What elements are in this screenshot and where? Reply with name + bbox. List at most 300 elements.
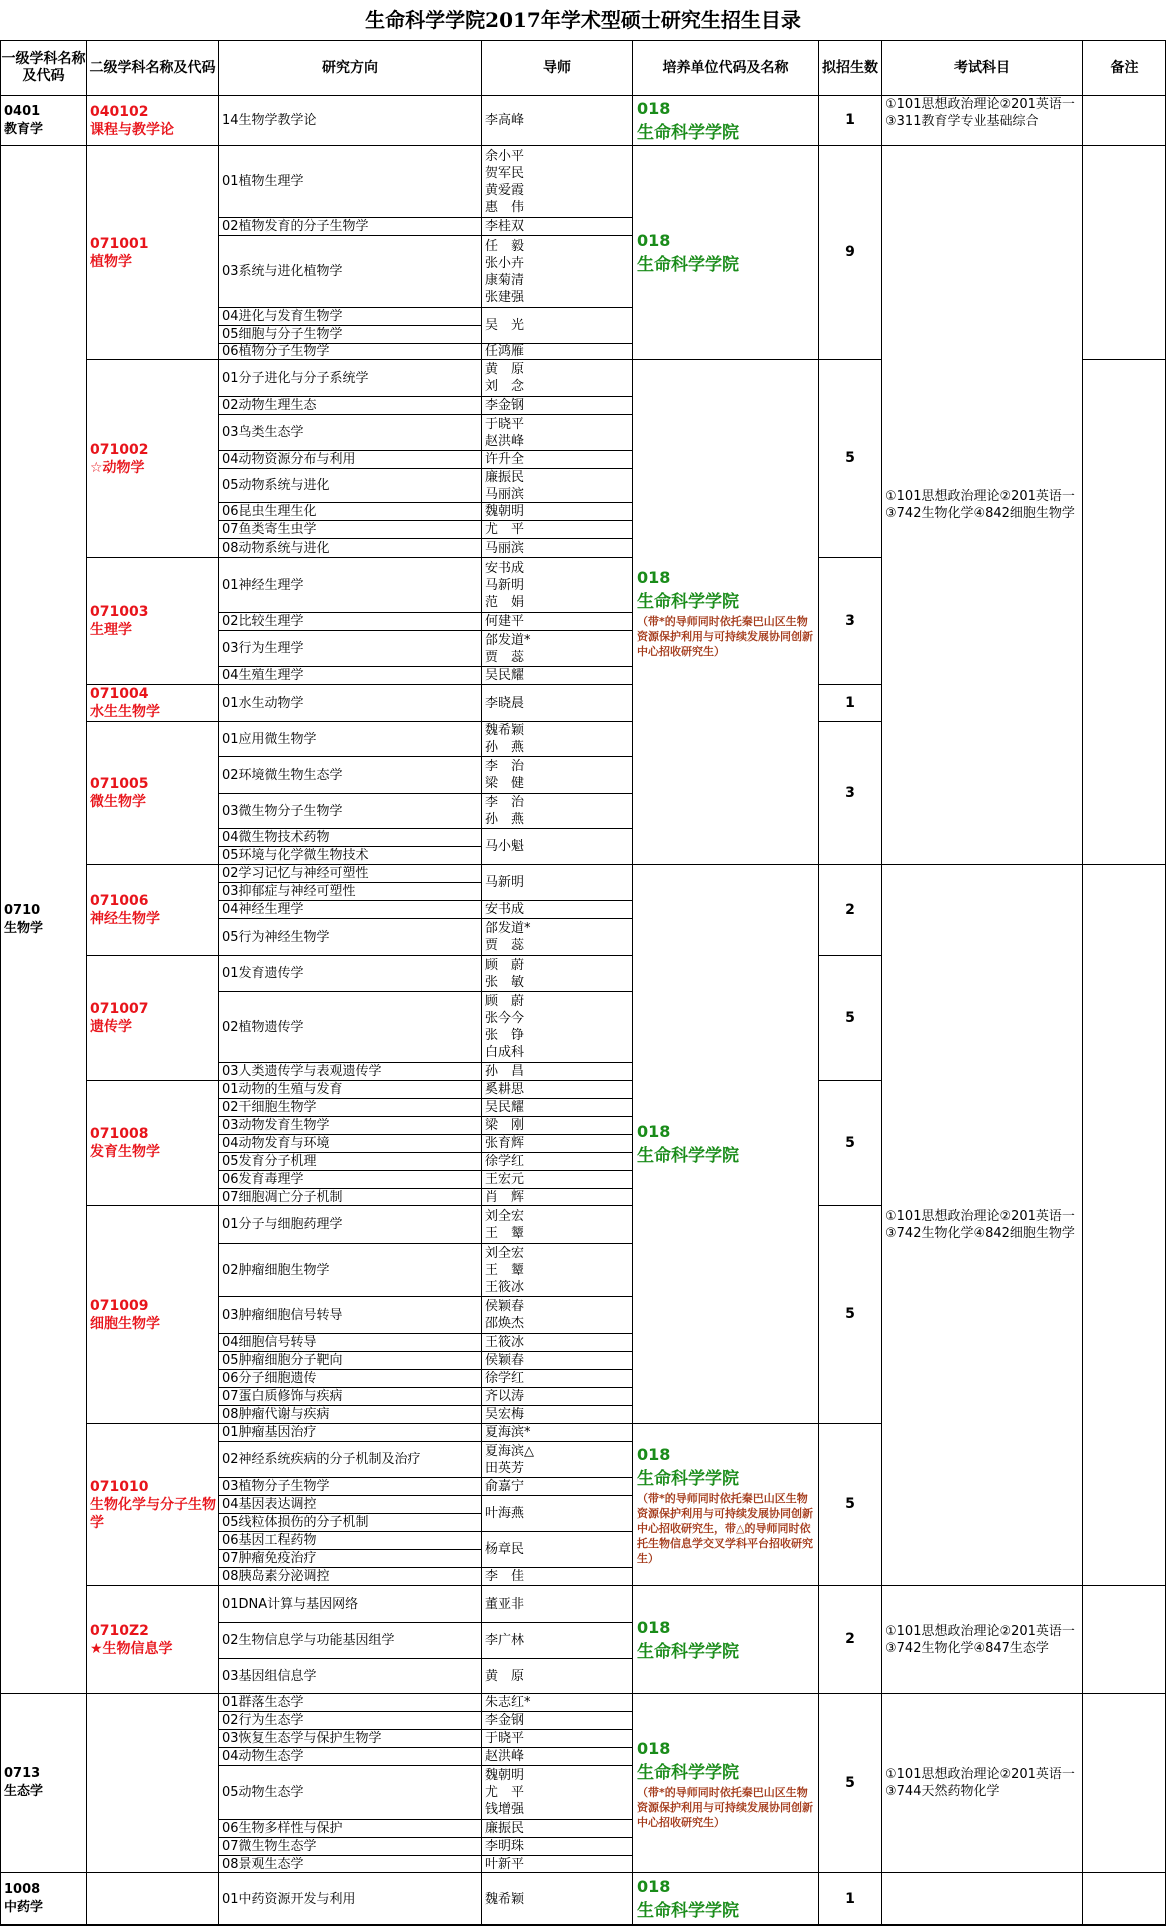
unit-name: 生命科学学院 [637,591,739,612]
supervisor-names: 赵洪峰 [485,1749,525,1764]
research-direction [219,1189,481,1205]
supervisor [482,218,632,235]
research-direction-label: 03基因组信息学 [222,1668,317,1684]
secondary-name: 课程与教学论 [90,121,174,138]
research-direction-label: 07鱼类寄生虫学 [222,522,317,537]
column-header-label: 导师 [543,59,571,76]
research-direction [219,956,481,991]
training-unit [633,1873,818,1925]
research-direction-label: 02植物遗传学 [222,1019,304,1035]
column-header-label: 研究方向 [322,59,378,76]
secondary-discipline [87,360,218,557]
research-direction-label: 02行为生态学 [222,1713,304,1728]
unit-name: 生命科学学院 [637,1469,739,1489]
research-direction [219,1135,481,1152]
research-direction-label: 01肿瘤基因治疗 [222,1425,317,1440]
supervisor-names: 安书成 马新明 范 娟 [485,560,525,610]
supervisor [482,1135,632,1152]
supervisor-names: 于晓平 [485,1731,525,1746]
supervisor-names: 徐学红 [485,1371,525,1386]
supervisor [482,558,632,612]
enrollment-count: 5 [845,1134,855,1151]
research-direction-label: 02学习记忆与神经可塑性 [222,866,369,881]
enrollment-count: 9 [845,244,855,260]
research-direction [219,722,481,756]
primary-discipline [1,1694,86,1872]
supervisor-names: 李广林 [485,1633,525,1648]
supervisor [482,631,632,666]
research-direction [219,360,481,396]
exam-subjects [882,146,1082,864]
supervisor-names: 王筱冰 [485,1335,525,1350]
research-direction-label: 03抑郁症与神经可塑性 [222,884,356,899]
supervisor [482,1081,632,1098]
supervisor-names: 刘全宏 王 颦 王筱冰 [485,1245,525,1295]
supervisor-names: 侯颖春 [485,1353,525,1368]
secondary-name: 生物化学与分子生物学 [90,1496,216,1531]
research-direction-label: 06生物多样性与保护 [222,1821,343,1836]
secondary-code: 071006 [90,893,149,909]
supervisor [482,1659,632,1693]
supervisor-names: 吴 光 [485,318,525,333]
supervisor [482,1730,632,1747]
research-direction [219,667,481,684]
research-direction-label: 05动物系统与进化 [222,478,330,493]
unit-note: （带*的导师同时依托秦巴山区生物资源保护利用与可持续发展协同创新中心招收研究生） [637,614,813,658]
supervisor [482,360,632,396]
research-direction [219,397,481,414]
supervisor [482,1532,632,1567]
secondary-name: 细胞生物学 [90,1315,160,1332]
supervisor-names: 李 治 孙 燕 [485,795,525,827]
unit-name: 生命科学学院 [637,1146,739,1166]
supervisor [482,1586,632,1622]
column-header [633,41,818,95]
supervisor [482,451,632,468]
secondary-code: 071010 [90,1478,149,1495]
research-direction-label: 05肿瘤细胞分子靶向 [222,1353,343,1368]
research-direction [219,1063,481,1080]
planned-enrollment [819,1586,881,1693]
research-direction-label: 02动物生理生态 [222,398,317,413]
supervisor-names: 吴宏梅 [485,1407,525,1422]
research-direction-label: 04动物发育与环境 [222,1136,330,1151]
training-unit [633,865,818,1423]
secondary-code: 071003 [90,604,149,620]
page-title: 生命科学学院2017年学术型硕士研究生招生目录 [365,8,801,32]
supervisor-names: 李 治 梁 健 [485,759,525,791]
enrollment-count: 5 [845,1774,855,1791]
primary-discipline [1,1873,86,1925]
supervisor [482,1406,632,1423]
exam-subjects [882,1586,1082,1693]
secondary-discipline [87,96,218,145]
research-direction-label: 03鸟类生态学 [222,425,304,440]
research-direction-label: 03行为生理学 [222,641,304,656]
research-direction [219,1244,481,1296]
secondary-name: 植物学 [90,253,132,270]
research-direction [219,1514,481,1531]
secondary-discipline-text [90,892,160,928]
research-direction [219,1081,481,1098]
unit-name: 生命科学学院 [637,122,739,143]
supervisor [482,1766,632,1819]
research-direction-label: 01发育遗传学 [222,966,304,981]
unit-name: 生命科学学院 [637,1901,739,1921]
supervisor [482,236,632,307]
supervisor [482,667,632,684]
exam-subjects-text: ①101思想政治理论②201英语一③311教育学专业基础综合 [885,97,1075,129]
supervisor [482,1442,632,1477]
supervisor-names: 魏希颖 孙 燕 [485,723,525,755]
secondary-name: ☆动物学 [90,459,145,476]
supervisor [482,757,632,793]
supervisor-names: 张育辉 [485,1136,525,1151]
supervisor [482,415,632,450]
research-direction-label: 05动物生态学 [222,1785,304,1800]
primary-code: 0401 [4,103,41,119]
secondary-code: 071004 [90,686,149,702]
primary-discipline-text [4,103,43,139]
column-header [819,41,881,95]
exam-subjects [882,1873,1082,1925]
supervisor-names: 李明珠 [485,1839,525,1854]
primary-name: 生态学 [4,1784,44,1799]
research-direction-label: 01DNA计算与基因网络 [222,1596,359,1612]
supervisor [482,1838,632,1855]
research-direction [219,1856,481,1872]
supervisor [482,1297,632,1333]
supervisor [482,96,632,145]
supervisor [482,308,632,343]
supervisor [482,397,632,414]
supervisor-names: 尤 平 [485,522,525,537]
supervisor [482,521,632,538]
enrollment-count: 5 [845,450,855,466]
supervisor-names: 叶新平 [485,1856,525,1872]
secondary-discipline [87,685,218,721]
supervisor-names: 刘全宏 王 颦 [485,1208,525,1241]
research-direction-label: 04动物资源分布与利用 [222,452,356,467]
research-direction [219,901,481,918]
supervisor-names: 李桂双 [485,219,525,234]
research-direction [219,1388,481,1405]
research-direction-label: 04细胞信号转导 [222,1335,317,1350]
research-direction [219,1730,481,1747]
research-direction-label: 03系统与进化植物学 [222,264,343,279]
research-direction-label: 01神经生理学 [222,577,304,593]
research-direction [219,1838,481,1855]
research-direction [219,1568,481,1585]
supervisor [482,1820,632,1837]
research-direction [219,308,481,325]
research-direction [219,1424,481,1441]
supervisor-names: 李 佳 [485,1569,525,1584]
supervisor [482,344,632,359]
research-direction [219,1297,481,1333]
supervisor-names: 何建平 [485,614,525,629]
primary-discipline-text [4,1765,43,1801]
supervisor [482,539,632,557]
unit-code: 018 [637,1445,671,1464]
supervisor [482,503,632,520]
research-direction-label: 04生殖生理学 [222,668,304,683]
supervisor-names: 董亚非 [485,1596,525,1612]
research-direction-label: 03恢复生态学与保护生物学 [222,1731,382,1746]
research-direction [219,1623,481,1658]
supervisor-names: 许升全 [485,452,525,467]
planned-enrollment [819,146,881,359]
research-direction [219,1171,481,1188]
supervisor-names: 肖 辉 [485,1189,525,1205]
unit-code: 018 [637,230,671,250]
unit-code: 018 [637,1122,671,1141]
research-direction-label: 07蛋白质修饰与疾病 [222,1389,343,1404]
secondary-code: 071002 [90,441,149,458]
supervisor [482,1099,632,1116]
column-header-label: 考试科目 [954,59,1010,76]
secondary-discipline-text [90,103,174,139]
research-direction [219,1370,481,1387]
research-direction-label: 01分子进化与分子系统学 [222,370,369,386]
research-direction [219,919,481,955]
research-direction [219,218,481,235]
supervisor-names: 黄 原 刘 念 [485,362,525,394]
supervisor-names: 马新明 [485,875,525,890]
supervisor-names: 安书成 [485,902,525,917]
secondary-discipline-text [90,1478,218,1532]
supervisor [482,1063,632,1080]
supervisor-names: 朱志红* [485,1695,531,1710]
exam-subjects-text: ①101思想政治理论②201英语一③742生物化学④847生态学 [885,1623,1075,1656]
research-direction-label: 01动物的生殖与发育 [222,1082,343,1097]
column-header [882,41,1082,95]
planned-enrollment [819,96,881,145]
supervisor-names: 马小魁 [485,839,525,854]
primary-discipline [1,96,86,145]
research-direction [219,344,481,359]
planned-enrollment [819,1873,881,1925]
research-direction-label: 05线粒体损伤的分子机制 [222,1515,369,1530]
secondary-discipline [87,865,218,955]
research-direction [219,847,481,864]
supervisor-names: 夏海滨* [485,1425,531,1440]
research-direction-label: 08肿瘤代谢与疾病 [222,1407,330,1422]
secondary-discipline-text [90,775,148,811]
supervisor [482,1873,632,1925]
research-direction-label: 08动物系统与进化 [222,540,330,556]
secondary-code: 0710Z2 [90,1622,149,1639]
research-direction-label: 01水生动物学 [222,695,304,711]
supervisor [482,829,632,864]
research-direction-label: 04微生物技术药物 [222,830,330,845]
planned-enrollment [819,722,881,864]
planned-enrollment [819,685,881,721]
supervisor-names: 顾 蔚 张 敏 [485,957,525,990]
research-direction-label: 08景观生态学 [222,1856,304,1872]
research-direction-label: 03动物发育生物学 [222,1118,330,1133]
research-direction [219,1117,481,1134]
research-direction-label: 07肿瘤免疫治疗 [222,1551,317,1566]
planned-enrollment [819,865,881,955]
research-direction [219,558,481,612]
supervisor-names: 徐学红 [485,1154,525,1169]
research-direction [219,829,481,846]
secondary-discipline [87,722,218,864]
research-direction [219,539,481,557]
secondary-name: 发育生物学 [90,1144,160,1160]
research-direction [219,1694,481,1711]
secondary-code: 071005 [90,776,149,792]
research-direction-label: 04进化与发育生物学 [222,309,343,324]
research-direction [219,883,481,900]
research-direction-label: 05细胞与分子生物学 [222,327,343,342]
supervisor-names: 魏朝明 [485,504,525,519]
enrollment-count: 1 [845,1890,855,1907]
secondary-discipline-text [90,441,148,477]
research-direction [219,415,481,450]
remarks [1083,146,1166,359]
supervisor [482,1153,632,1170]
remarks [1083,1586,1166,1693]
training-unit [633,146,818,359]
research-direction [219,1712,481,1729]
research-direction-label: 01中药资源开发与利用 [222,1891,356,1907]
supervisor-names: 任鸿雁 [485,344,525,359]
column-header-label: 拟招生数 [822,59,878,76]
column-header [1,41,86,95]
admissions-table [0,40,1166,1925]
secondary-discipline-text [90,235,148,271]
research-direction [219,1766,481,1819]
exam-subjects [882,96,1082,145]
column-header-label: 备注 [1110,59,1139,76]
unit-name: 生命科学学院 [637,1762,739,1783]
research-direction [219,1352,481,1369]
supervisor-names: 俞嘉宁 [485,1479,525,1494]
supervisor-names: 余小平 贺军民 黄爱霞 惠 伟 [485,148,525,215]
supervisor [482,613,632,630]
unit-name: 生命科学学院 [637,254,739,275]
supervisor-names: 廉振民 [485,1821,525,1836]
research-direction-label: 01分子与细胞药理学 [222,1217,343,1232]
supervisor [482,865,632,900]
training-unit [633,96,818,145]
secondary-code: 071008 [90,1126,149,1142]
supervisor [482,146,632,217]
secondary-code: 071009 [90,1297,149,1314]
supervisor [482,919,632,955]
research-direction-label: 14生物学教学论 [222,113,317,128]
supervisor-names: 李金钢 [485,1713,525,1728]
enrollment-count: 3 [845,784,855,801]
remarks [1083,96,1166,145]
research-direction [219,1820,481,1837]
secondary-discipline-text [90,1297,160,1333]
exam-subjects-text: ①101思想政治理论②201英语一③744天然药物化学 [885,1767,1075,1799]
supervisor-names: 于晓平 赵洪峰 [485,416,525,449]
supervisor-names: 黄 原 [485,1668,525,1684]
research-direction-label: 06昆虫生理生化 [222,504,317,519]
enrollment-count: 2 [845,1631,855,1647]
research-direction [219,1442,481,1477]
primary-name: 中药学 [4,1900,44,1915]
research-direction-label: 06植物分子生物学 [222,344,330,359]
secondary-name: 生理学 [90,622,132,638]
enrollment-count: 1 [845,694,855,711]
research-direction-label: 07微生物生态学 [222,1839,317,1854]
supervisor-names: 奚耕思 [485,1082,525,1097]
supervisor [482,1334,632,1351]
research-direction-label: 03肿瘤细胞信号转导 [222,1307,343,1323]
supervisor-names: 王宏元 [485,1172,525,1187]
exam-subjects [882,1694,1082,1872]
column-header [219,41,481,95]
primary-code: 0713 [4,1766,41,1781]
remarks [1083,360,1166,864]
supervisor [482,956,632,991]
exam-subjects-text: ①101思想政治理论②201英语一③742生物化学④842细胞生物学 [885,489,1075,521]
secondary-discipline [87,1424,218,1585]
planned-enrollment [819,1424,881,1585]
enrollment-count: 3 [845,612,855,629]
supervisor-names: 廉振民 马丽滨 [485,469,525,502]
planned-enrollment [819,1694,881,1872]
column-header [1083,41,1166,95]
research-direction [219,236,481,307]
secondary-discipline-text [90,685,160,721]
planned-enrollment [819,360,881,557]
secondary-discipline-text [90,1000,148,1036]
secondary-name: ★生物信息学 [90,1640,173,1657]
research-direction-label: 01应用微生物学 [222,731,317,747]
supervisor-names: 郃发道* 贾 蕊 [485,632,531,665]
research-direction [219,469,481,502]
research-direction [219,1659,481,1693]
supervisor [482,1856,632,1872]
supervisor [482,1748,632,1765]
secondary-discipline [87,146,218,359]
primary-code: 0710 [4,902,41,918]
training-unit [633,360,818,864]
research-direction [219,1748,481,1765]
research-direction [219,1586,481,1622]
enrollment-count: 2 [845,901,855,918]
column-header-label: 一级学科名称及代码 [1,51,86,84]
supervisor [482,1388,632,1405]
supervisor [482,469,632,502]
research-direction-label: 02比较生理学 [222,614,304,629]
training-unit [633,1586,818,1693]
research-direction [219,521,481,538]
exam-subjects-text: ①101思想政治理论②201英语一③742生物化学④842细胞生物学 [885,1209,1075,1241]
supervisor-names: 吴民耀 [485,668,525,683]
research-direction [219,631,481,666]
secondary-discipline [87,1586,218,1693]
research-direction [219,1532,481,1549]
research-direction-label: 04动物生态学 [222,1749,304,1764]
research-direction [219,326,481,343]
unit-code: 018 [637,1738,671,1758]
secondary-name: 水生生物学 [90,704,160,720]
supervisor [482,1171,632,1188]
research-direction-label: 03人类遗传学与表观遗传学 [222,1064,382,1079]
supervisor [482,1712,632,1729]
supervisor [482,1496,632,1531]
secondary-discipline-text [90,603,148,639]
supervisor [482,685,632,721]
exam-subjects [882,865,1082,1585]
